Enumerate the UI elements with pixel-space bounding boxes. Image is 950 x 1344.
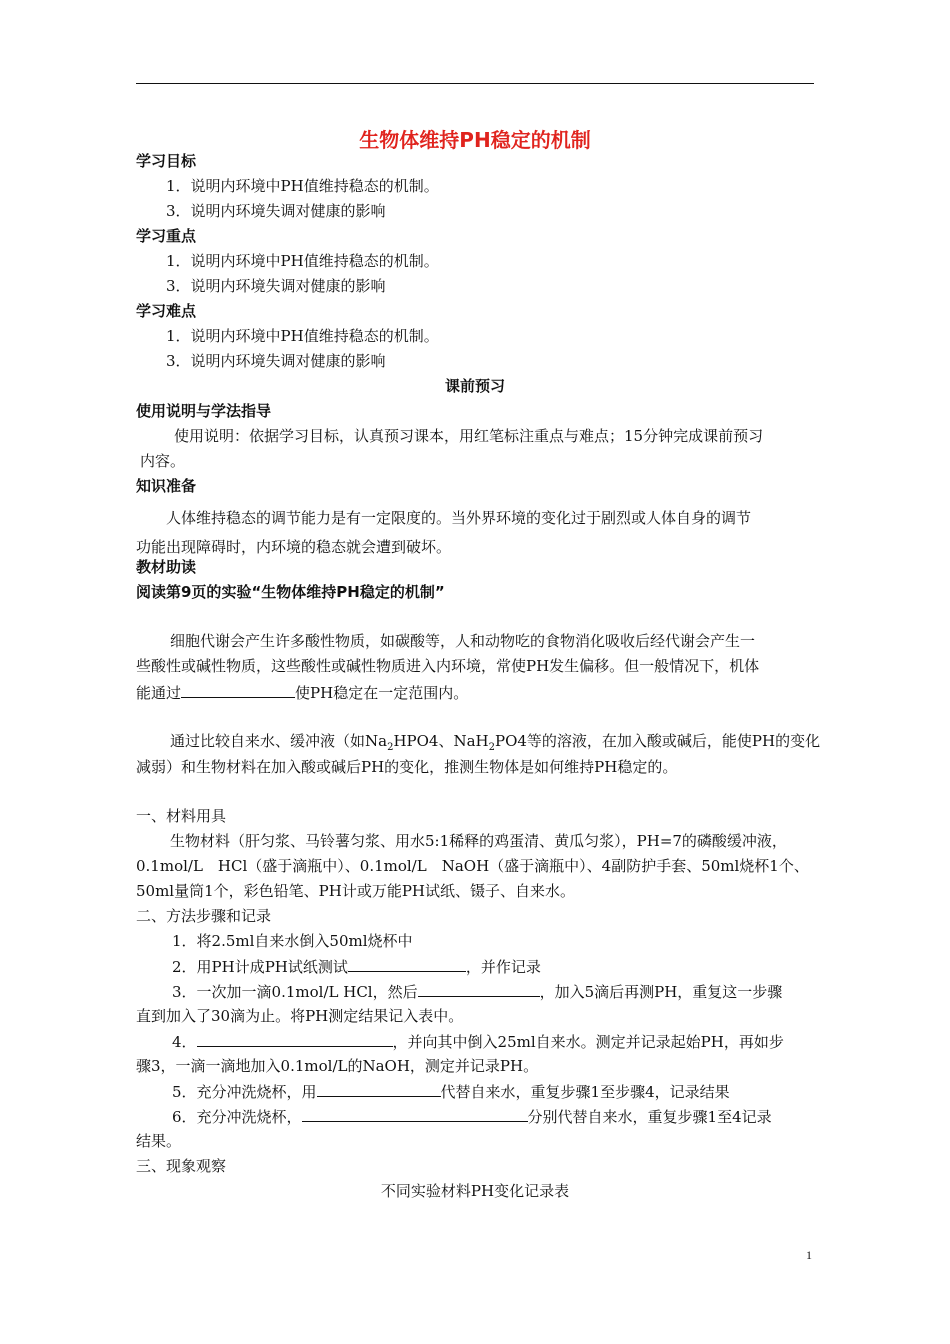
step-6-continued: 结果。 [136,1132,182,1150]
step-4-continued: 骤3，一滴一滴地加入0.1mol/L的NaOH，测定并记录PH。 [136,1057,539,1075]
materials-line-2: 0.1mol/L HCl（盛于滴瓶中）、0.1mol/L NaOH（盛于滴瓶中）、4副防护手套、50ml烧杯1个、 [136,857,809,875]
reading-p1-line-1: 细胞代谢会产生许多酸性物质，如碳酸等，人和动物吃的食物消化吸收后经代谢会产生一 [170,632,756,650]
step-3-continued: 直到加入了30滴为止。将PH测定结果记入表中。 [136,1007,464,1025]
step-3-start: 3．一次加一滴0.1mol/L HCl，然后 [172,983,418,1001]
step-2-start: 2．用PH计成PH试纸测试 [172,958,348,976]
subscript-2: 2 [488,742,495,753]
fill-blank-step-4[interactable] [197,1031,393,1047]
preview-heading: 课前预习 [444,377,505,395]
reading-p1-line-3-end: 使PH稳定在一定范围内。 [295,684,469,702]
goals-item-3: 3．说明内环境失调对健康的影响 [166,202,386,220]
step-5-end: 代替自来水，重复步骤1至步骤4，记录结果 [440,1083,730,1101]
subscript-2: 2 [387,742,394,753]
step-1: 1．将2.5ml自来水倒入50ml烧杯中 [172,932,413,950]
reading-p2-part-a: 通过比较自来水、缓冲液（如Na [170,732,388,750]
step-4-end: ，并向其中倒入25ml自来水。测定并记录起始PH，再如步 [392,1033,784,1051]
reading-p1-line-3 [136,682,814,703]
step-2 [136,956,850,977]
step-5-start: 5．充分冲洗烧杯，用 [172,1083,317,1101]
knowledge-line-2: 功能出现障碍时，内环境的稳态就会遭到破坏。 [136,538,452,556]
difficult-item-3: 3．说明内环境失调对健康的影响 [166,352,386,370]
reading-p2-part-c: PO4等的溶液，在加入酸或碱后，能使PH的变化 [495,732,821,750]
reading-p2-line-2: 减弱）和生物材料在加入酸或碱后PH的变化，推测生物体是如何维持PH稳定的。 [136,758,678,776]
fill-blank-step-2[interactable] [348,956,466,972]
usage-heading: 使用说明与学法指导 [136,402,272,420]
difficult-item-1: 1．说明内环境中PH值维持稳态的机制。 [166,327,439,345]
step-5 [136,1081,850,1102]
fill-blank-mechanism[interactable] [181,682,295,698]
step-6-start: 6．充分冲洗烧杯， [172,1108,302,1126]
key-item-3: 3．说明内环境失调对健康的影响 [166,277,386,295]
step-4 [136,1031,850,1052]
materials-line-3: 50ml量筒1个，彩色铅笔、PH计或万能PH试纸、镊子、自来水。 [136,882,576,900]
materials-heading: 一、材料用具 [136,807,227,825]
step-3-end: ，加入5滴后再测PH，重复这一步骤 [539,983,783,1001]
key-item-1: 1．说明内环境中PH值维持稳态的机制。 [166,252,439,270]
fill-blank-step-6[interactable] [302,1106,528,1122]
reading-p1-line-2: 些酸性或碱性物质，这些酸性或碱性物质进入内环境，常使PH发生偏移。但一般情况下，机体 [136,657,760,675]
reading-p1-line-3-start: 能通过 [136,684,182,702]
usage-line-2: 内容。 [140,452,186,470]
reading-p2-part-b: HPO4、NaH [393,732,489,750]
step-2-end: ，并作记录 [465,958,541,976]
reading-subheading: 阅读第9页的实验“生物体维持PH稳定的机制” [136,583,445,601]
step-6 [136,1106,850,1127]
page-title: 生物体维持PH稳定的机制 [359,128,591,152]
heading-goals: 学习目标 [136,152,197,170]
step-6-end: 分别代替自来水，重复步骤1至4记录 [527,1108,772,1126]
goals-item-1: 1．说明内环境中PH值维持稳态的机制。 [166,177,439,195]
table-caption: 不同实验材料PH变化记录表 [380,1182,570,1200]
materials-line-1: 生物材料（肝匀浆、马铃薯匀浆、用水5:1稀释的鸡蛋清、黄瓜匀浆），PH=7的磷酸缓冲液， [170,832,787,850]
fill-blank-step-5[interactable] [317,1081,441,1097]
reading-p2-line-1 [136,731,848,758]
methods-heading: 二、方法步骤和记录 [136,907,272,925]
heading-key: 学习重点 [136,227,197,245]
reading-heading: 教材助读 [136,558,197,576]
knowledge-line-1: 人体维持稳态的调节能力是有一定限度的。当外界环境的变化过于剧烈或人体自身的调节 [166,509,752,527]
header-rule [136,83,814,84]
fill-blank-step-3[interactable] [418,981,540,997]
usage-line-1: 使用说明：依据学习目标，认真预习课本，用红笔标注重点与难点；15分钟完成课前预习 [174,427,764,445]
step-3 [136,981,850,1002]
knowledge-heading: 知识准备 [136,477,197,495]
heading-difficult: 学习难点 [136,302,197,320]
observation-heading: 三、现象观察 [136,1157,227,1175]
step-4-start: 4． [172,1033,197,1051]
page-number: 1 [806,1248,812,1262]
